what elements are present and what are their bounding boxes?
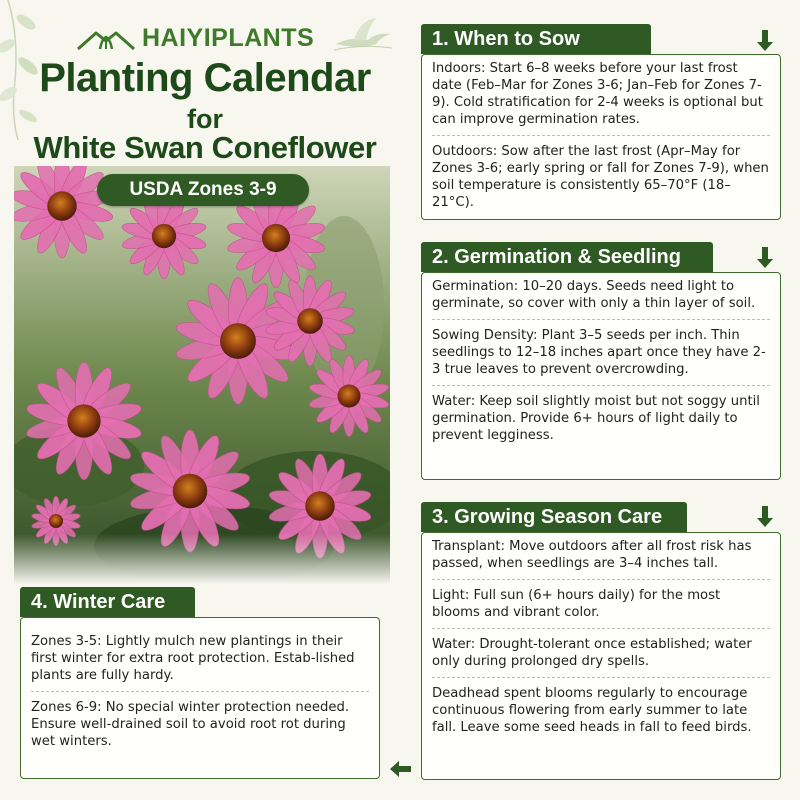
sowing-density-text: Sowing Density: Plant 3–5 seeds per inch. Thin seedlings to 12–18 inches apart once they have 2-3 true leaves to prevent overcrowding. xyxy=(432,328,766,377)
germination-box xyxy=(421,272,781,480)
sow-indoors-text: Indoors: Start 6–8 weeks before your last frost date (Feb–Mar for Zones 3-6; Jan–Feb for Zones 7-9). Cold stratification for 2-4 weeks is optional but can improve germination rates. xyxy=(432,61,763,127)
arrow-down-icon xyxy=(756,247,774,269)
page-subtitle: White Swan Coneflower xyxy=(33,130,377,165)
arrow-down-icon xyxy=(756,30,774,52)
section-heading-when-to-sow: 1. When to Sow xyxy=(421,24,651,54)
growing-season-box xyxy=(421,532,781,780)
sow-outdoors-text: Outdoors: Sow after the last frost (Apr–May for Zones 3-6; early spring or fall for Zones 7-9), when soil temperature is consistently 65–70°F (18–21°C). xyxy=(432,144,769,210)
arrow-left-icon xyxy=(389,760,411,778)
germination-time-text: Germination: 10–20 days. Seeds need light to germinate, so cover with only a thin layer of soil. xyxy=(432,279,756,311)
bird-decoration-icon xyxy=(332,14,394,52)
page-title: Planting Calendar xyxy=(39,56,371,100)
section-heading-winter-care: 4. Winter Care xyxy=(20,587,195,617)
divider xyxy=(432,319,770,320)
winter-zones-6-9-text: Zones 6-9: No special winter protection needed. Ensure well-drained soil to avoid root rot during wet winters. xyxy=(31,700,350,749)
winter-zones-3-5-text: Zones 3-5: Lightly mulch new plantings in their first winter for extra root protection. Estab-lished plants are fully hardy. xyxy=(31,634,355,683)
winter-care-box xyxy=(20,617,380,779)
page-title-connector: for xyxy=(187,104,223,134)
divider xyxy=(432,385,770,386)
coneflower-illustration xyxy=(14,166,390,584)
divider xyxy=(432,628,770,629)
brand-header xyxy=(76,24,314,53)
deadhead-text: Deadhead spent blooms regularly to encourage continuous flowering from early summer to late fall. Leave some seed heads in fall to feed birds. xyxy=(432,686,752,735)
arrow-down-icon xyxy=(756,506,774,528)
divider xyxy=(432,579,770,580)
plant-house-logo-icon xyxy=(76,27,136,51)
transplant-text: Transplant: Move outdoors after all frost risk has passed, when seedlings are 3–4 inches tall. xyxy=(432,539,752,571)
divider xyxy=(432,135,770,136)
divider xyxy=(31,691,369,692)
seedling-water-text: Water: Keep soil slightly moist but not soggy until germination. Provide 6+ hours of light daily to prevent legginess. xyxy=(432,394,760,443)
section-heading-germination: 2. Germination & Seedling xyxy=(421,242,713,272)
usda-zones-badge: USDA Zones 3-9 xyxy=(97,174,309,206)
coneflower-photo xyxy=(14,166,390,584)
water-established-text: Water: Drought-tolerant once established; water only during prolonged dry spells. xyxy=(432,637,752,669)
when-to-sow-box xyxy=(421,54,781,220)
divider xyxy=(432,677,770,678)
section-heading-growing-season: 3. Growing Season Care xyxy=(421,502,687,532)
light-text: Light: Full sun (6+ hours daily) for the most blooms and vibrant color. xyxy=(432,588,721,620)
brand-name: HAIYIPLANTS xyxy=(142,24,315,52)
